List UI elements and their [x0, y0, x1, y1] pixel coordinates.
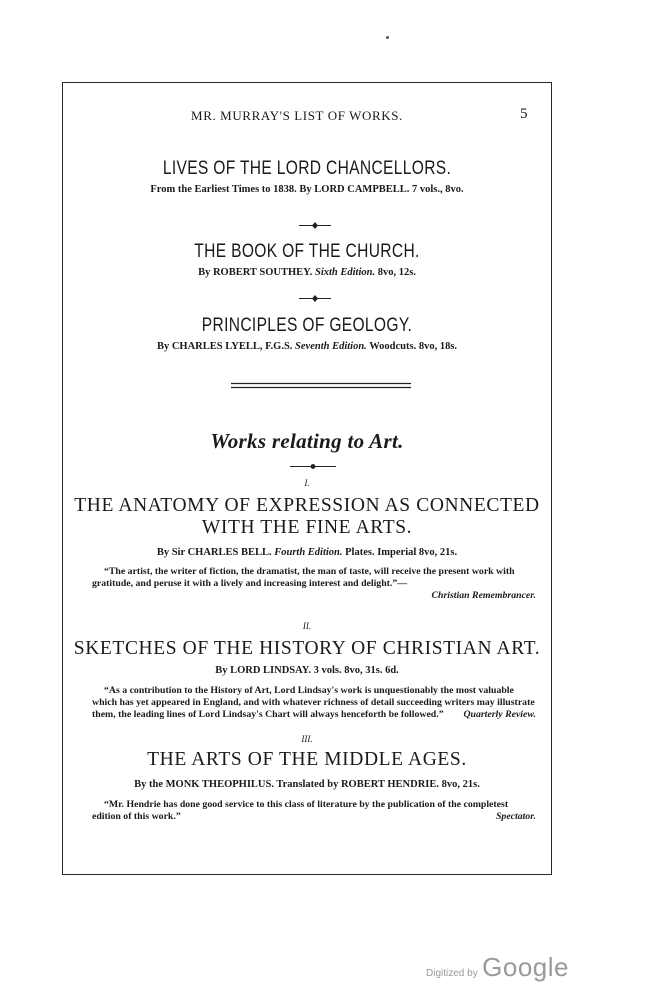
book-title: PRINCIPLES OF GEOLOGY. — [201, 315, 413, 336]
art-entry-title: THE ANATOMY OF EXPRESSION AS CONNECTED WITH THE FINE ARTS. — [74, 495, 540, 538]
running-header: MR. MURRAY'S LIST OF WORKS. — [191, 108, 403, 123]
entry-numeral: III. — [301, 734, 313, 744]
review-quote: “As a contribution to the History of Art, Lord Lindsay's work is unquestionably the most valuable which has yet appeared in England, and with whatever richness of detail succeeding writers may illustrate them, the leading lines of Lord Lindsay's Chart will always henceforth be followed.” Quarterly Review. — [92, 685, 536, 720]
review-quote: “The artist, the writer of fiction, the dramatist, the man of taste, will receive the present work with gratitude, and peruse it with a lively and increasing interest and delight.”— Christian Remembrancer. — [92, 566, 536, 601]
double-rule-divider — [231, 382, 411, 390]
quote-source: Quarterly Review. — [463, 708, 536, 720]
digitized-watermark — [426, 952, 569, 983]
google-logo: Google — [482, 952, 569, 982]
review-quote: “Mr. Hendrie has done good service to this class of literature by the publication of the completest edition of this work.” Spectator. — [92, 799, 536, 822]
page-number: 5 — [520, 106, 528, 122]
book-entry-geology — [62, 315, 552, 352]
scan-speck — [386, 36, 389, 39]
section-heading: Works relating to Art. — [210, 429, 404, 453]
ornament-divider — [299, 294, 331, 303]
book-title: THE BOOK OF THE CHURCH. — [194, 241, 420, 262]
quote-source: Christian Remembrancer. — [431, 589, 536, 601]
art-entry-subtitle: By the MONK THEOPHILUS. Translated by ROBERT HENDRIE. 8vo, 21s. — [134, 779, 480, 790]
book-entry-church — [62, 241, 552, 278]
art-entry-subtitle: By Sir CHARLES BELL. Fourth Edition. Plates. Imperial 8vo, 21s. — [156, 547, 458, 558]
entry-numeral: II. — [302, 621, 312, 631]
book-title: LIVES OF THE LORD CHANCELLORS. — [162, 158, 452, 179]
book-subtitle: By ROBERT SOUTHEY. Sixth Edition. 8vo, 12s. — [198, 267, 416, 278]
ornament-divider — [290, 462, 336, 471]
quote-source: Spectator. — [495, 810, 536, 822]
entry-numeral: I. — [304, 478, 310, 488]
art-entry-subtitle: By LORD LINDSAY. 3 vols. 8vo, 31s. 6d. — [215, 665, 399, 676]
book-subtitle: From the Earliest Times to 1838. By LORD CAMPBELL. 7 vols., 8vo. — [150, 184, 464, 195]
book-subtitle: By CHARLES LYELL, F.G.S. Seventh Edition. Woodcuts. 8vo, 18s. — [156, 341, 458, 352]
art-entry-title: SKETCHES OF THE HISTORY OF CHRISTIAN ART. — [73, 638, 541, 659]
book-entry-lives — [62, 158, 552, 195]
art-entry-title: THE ARTS OF THE MIDDLE AGES. — [147, 749, 467, 770]
watermark-prefix: Digitized by — [426, 968, 478, 979]
ornament-divider — [299, 221, 331, 230]
